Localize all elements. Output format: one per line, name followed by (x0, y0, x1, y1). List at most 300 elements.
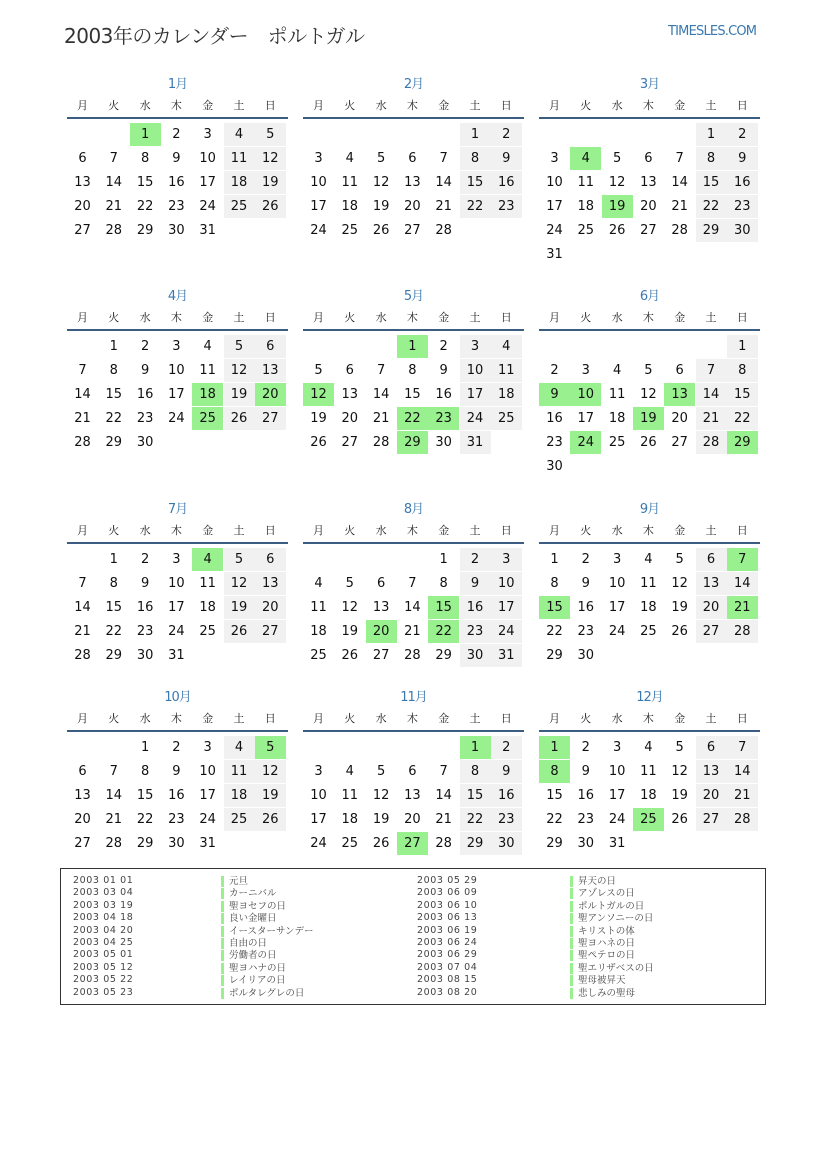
weekday-label: 土 (233, 311, 245, 324)
day-cell: 26 (671, 812, 688, 827)
day-cell: 29 (546, 648, 563, 663)
day-cell: 28 (74, 648, 91, 663)
day-cell: 8 (408, 363, 417, 378)
day-cell: 7 (109, 764, 118, 779)
holiday-day-cell: 25 (192, 407, 223, 430)
day-cell: 3 (203, 740, 212, 755)
day-cell: 13 (255, 572, 286, 595)
day-cell: 30 (168, 223, 185, 238)
day-cell: 19 (255, 784, 286, 807)
header-divider (67, 542, 288, 544)
weekday-label: 月 (549, 524, 560, 537)
day-cell: 16 (491, 784, 522, 807)
header-divider (539, 329, 760, 331)
day-cell: 16 (727, 171, 758, 194)
day-cell: 25 (491, 407, 522, 430)
weekday-label: 土 (469, 712, 481, 725)
holiday-date: 2003 08 20 (417, 986, 478, 998)
day-cell: 27 (696, 620, 727, 643)
header-divider (539, 542, 760, 544)
day-cell: 30 (136, 648, 154, 663)
day-cell: 7 (727, 736, 758, 759)
day-cell: 12 (372, 175, 390, 190)
day-cell: 30 (491, 832, 522, 855)
day-cell: 13 (341, 387, 359, 402)
day-cell: 7 (408, 576, 417, 591)
day-cell: 20 (341, 411, 359, 426)
day-cell: 17 (310, 199, 327, 214)
weekday-label: 金 (674, 524, 686, 537)
weekday-label: 土 (705, 712, 717, 725)
month-name: 4月 (167, 289, 188, 304)
day-cell: 16 (136, 387, 154, 402)
weekday-label: 火 (580, 311, 592, 324)
holiday-row (417, 962, 747, 975)
day-cell: 31 (546, 247, 563, 262)
holiday-date: 2003 05 29 (417, 875, 478, 886)
header-divider (303, 329, 524, 331)
day-cell: 7 (439, 764, 448, 779)
day-cell: 24 (546, 223, 563, 238)
day-cell: 14 (74, 600, 91, 615)
day-cell: 22 (546, 812, 563, 827)
header-divider (303, 542, 524, 544)
holiday-date: 2003 06 19 (417, 924, 478, 936)
day-cell: 19 (671, 788, 688, 803)
day-cell: 31 (491, 644, 522, 667)
day-cell: 25 (224, 195, 255, 218)
day-cell: 28 (372, 435, 390, 450)
holiday-day-cell: 10 (570, 383, 601, 406)
day-cell: 17 (168, 387, 185, 402)
weekday-label: 木 (406, 712, 418, 725)
day-cell: 12 (255, 760, 286, 783)
holiday-date: 2003 05 12 (73, 961, 134, 973)
day-cell: 19 (224, 383, 255, 406)
day-cell: 18 (491, 383, 522, 406)
day-cell: 14 (105, 175, 123, 190)
day-cell: 27 (372, 648, 390, 663)
month-5 (303, 285, 524, 485)
brand-link[interactable]: TIMESLES.COM (668, 24, 757, 39)
month-10 (67, 686, 288, 886)
day-cell: 21 (74, 411, 91, 426)
holiday-day-cell: 19 (633, 407, 664, 430)
day-cell: 9 (172, 764, 181, 779)
day-cell: 28 (727, 808, 758, 831)
day-cell: 5 (612, 151, 622, 166)
day-cell: 26 (640, 435, 657, 450)
holiday-day-cell: 22 (428, 620, 459, 643)
weekday-label: 木 (642, 712, 654, 725)
weekday-label: 日 (736, 712, 748, 725)
day-cell: 1 (550, 552, 559, 567)
day-cell: 13 (74, 175, 91, 190)
day-cell: 19 (341, 624, 359, 639)
holiday-date: 2003 06 09 (417, 887, 478, 899)
holiday-day-cell: 25 (633, 808, 664, 831)
day-cell: 10 (460, 359, 491, 382)
day-cell: 1 (140, 740, 150, 755)
day-cell: 8 (140, 151, 150, 166)
day-cell: 1 (460, 123, 491, 146)
day-cell: 17 (577, 411, 595, 426)
day-cell: 8 (460, 760, 491, 783)
day-cell: 21 (435, 812, 452, 827)
day-cell: 11 (341, 788, 359, 803)
weekday-label: 日 (500, 99, 512, 112)
day-cell: 4 (314, 576, 323, 591)
holiday-name: 聖ヨハネの日 (570, 938, 635, 949)
day-cell: 19 (671, 600, 688, 615)
day-cell: 13 (255, 359, 286, 382)
holiday-name: イースターサンデー (221, 926, 314, 937)
day-cell: 5 (376, 151, 386, 166)
day-cell: 6 (78, 764, 87, 779)
day-cell: 3 (203, 127, 212, 142)
day-cell: 15 (460, 171, 491, 194)
month-6 (539, 285, 760, 485)
day-cell: 8 (439, 576, 448, 591)
day-cell: 4 (345, 764, 354, 779)
day-cell: 8 (109, 363, 118, 378)
weekday-label: 水 (139, 99, 151, 112)
day-cell: 30 (136, 435, 154, 450)
day-cell: 14 (727, 572, 758, 595)
day-cell: 28 (435, 223, 452, 238)
holiday-day-cell: 20 (255, 383, 286, 406)
day-cell: 10 (168, 576, 185, 591)
day-cell: 4 (224, 123, 255, 146)
month-11 (303, 686, 524, 886)
holiday-name: レイリアの日 (221, 975, 286, 986)
day-cell: 2 (460, 548, 491, 571)
month-name: 9月 (639, 502, 660, 517)
weekday-label: 火 (344, 524, 356, 537)
day-cell: 10 (310, 788, 327, 803)
day-cell: 2 (491, 123, 522, 146)
day-cell: 18 (640, 788, 657, 803)
day-cell: 11 (640, 576, 657, 591)
day-cell: 7 (78, 363, 87, 378)
day-cell: 27 (640, 223, 657, 238)
day-cell: 1 (109, 552, 118, 567)
day-cell: 11 (608, 387, 626, 402)
day-cell: 25 (341, 836, 359, 851)
day-cell: 16 (136, 600, 154, 615)
day-cell: 30 (577, 648, 595, 663)
day-cell: 19 (310, 411, 327, 426)
day-cell: 22 (136, 199, 154, 214)
day-cell: 23 (136, 624, 154, 639)
day-cell: 6 (408, 764, 417, 779)
holiday-day-cell: 5 (255, 736, 286, 759)
day-cell: 9 (581, 764, 590, 779)
holiday-row (73, 925, 403, 938)
holiday-day-cell: 27 (397, 832, 428, 855)
holiday-name: 聖ヨハナの日 (221, 963, 286, 974)
month-8 (303, 498, 524, 698)
weekday-label: 月 (313, 712, 324, 725)
holiday-name: カーニバル (221, 888, 277, 899)
day-cell: 3 (612, 740, 622, 755)
day-cell: 23 (727, 195, 758, 218)
weekday-label: 月 (549, 712, 560, 725)
day-cell: 15 (105, 387, 123, 402)
day-cell: 7 (696, 359, 727, 382)
month-name: 11月 (400, 690, 427, 705)
day-cell: 16 (168, 175, 185, 190)
day-cell: 28 (435, 836, 452, 851)
holiday-row (73, 987, 403, 1000)
weekday-label: 日 (264, 99, 276, 112)
weekday-label: 日 (500, 712, 512, 725)
weekday-label: 月 (77, 311, 88, 324)
day-cell: 17 (199, 788, 216, 803)
day-cell: 12 (372, 788, 390, 803)
holiday-row (417, 974, 747, 987)
day-cell: 25 (310, 648, 327, 663)
holiday-name: 聖母被昇天 (570, 975, 626, 986)
holiday-name: 良い金曜日 (221, 913, 277, 924)
month-name: 1月 (167, 77, 188, 92)
header-divider (303, 117, 524, 119)
day-cell: 21 (671, 199, 688, 214)
day-cell: 2 (727, 123, 758, 146)
month-name: 12月 (636, 690, 663, 705)
weekday-label: 土 (469, 311, 481, 324)
day-cell: 21 (404, 624, 421, 639)
holiday-name: アゾレスの日 (570, 888, 635, 899)
day-cell: 16 (435, 387, 452, 402)
holiday-day-cell: 9 (539, 383, 570, 406)
day-cell: 10 (168, 363, 185, 378)
day-cell: 30 (577, 836, 595, 851)
holiday-row (73, 974, 403, 987)
day-cell: 2 (581, 740, 590, 755)
weekday-label: 木 (406, 99, 418, 112)
day-cell: 14 (727, 760, 758, 783)
day-cell: 24 (491, 620, 522, 643)
day-cell: 2 (172, 740, 181, 755)
weekday-label: 水 (139, 311, 151, 324)
day-cell: 20 (696, 784, 727, 807)
day-cell: 11 (199, 576, 216, 591)
day-cell: 3 (460, 335, 491, 358)
day-cell: 2 (439, 339, 448, 354)
weekday-label: 水 (139, 524, 151, 537)
holiday-date: 2003 04 20 (73, 924, 134, 936)
holiday-name: 聖ペテロの日 (570, 950, 635, 961)
day-cell: 29 (460, 832, 491, 855)
holiday-date: 2003 04 25 (73, 937, 134, 948)
day-cell: 27 (74, 223, 91, 238)
day-cell: 22 (460, 808, 491, 831)
day-cell: 15 (404, 387, 421, 402)
day-cell: 18 (224, 784, 255, 807)
holiday-name: 元旦 (221, 876, 248, 887)
day-cell: 18 (341, 199, 359, 214)
day-cell: 17 (168, 600, 185, 615)
day-cell: 23 (136, 411, 154, 426)
day-cell: 8 (140, 764, 150, 779)
day-cell: 11 (491, 359, 522, 382)
holiday-day-cell: 20 (366, 620, 397, 643)
month-4 (67, 285, 288, 485)
month-12 (539, 686, 760, 886)
weekday-label: 火 (344, 712, 356, 725)
weekday-label: 金 (202, 712, 214, 725)
day-cell: 20 (74, 199, 91, 214)
day-cell: 24 (460, 407, 491, 430)
page-title: 2003年のカレンダー ポルトガル (64, 24, 365, 48)
weekday-label: 日 (736, 99, 748, 112)
day-cell: 13 (372, 600, 390, 615)
weekday-label: 土 (705, 99, 717, 112)
weekday-label: 金 (674, 712, 686, 725)
weekday-label: 月 (549, 99, 560, 112)
day-cell: 7 (109, 151, 118, 166)
day-cell: 31 (168, 648, 185, 663)
day-cell: 4 (224, 736, 255, 759)
day-cell: 23 (577, 624, 595, 639)
holiday-row (417, 937, 747, 950)
day-cell: 23 (168, 199, 185, 214)
weekday-label: 土 (705, 524, 717, 537)
holiday-name: キリストの体 (570, 926, 635, 937)
day-cell: 8 (550, 576, 559, 591)
weekday-label: 金 (438, 311, 450, 324)
holiday-date: 2003 05 22 (73, 974, 134, 986)
month-2 (303, 73, 524, 273)
day-cell: 24 (199, 199, 216, 214)
day-cell: 22 (460, 195, 491, 218)
holiday-name: ポルタレグレの日 (221, 988, 304, 999)
weekday-label: 金 (202, 524, 214, 537)
day-cell: 6 (696, 548, 727, 571)
weekday-label: 水 (375, 524, 387, 537)
day-cell: 20 (671, 411, 688, 426)
holiday-day-cell: 22 (397, 407, 428, 430)
day-cell: 23 (491, 195, 522, 218)
day-cell: 26 (310, 435, 327, 450)
day-cell: 29 (105, 435, 123, 450)
day-cell: 31 (460, 431, 491, 454)
day-cell: 15 (105, 600, 123, 615)
day-cell: 11 (224, 147, 255, 170)
day-cell: 12 (255, 147, 286, 170)
day-cell: 9 (491, 760, 522, 783)
day-cell: 6 (644, 151, 653, 166)
day-cell: 25 (640, 624, 657, 639)
month-name: 8月 (403, 502, 424, 517)
weekday-label: 月 (549, 311, 560, 324)
holiday-list (60, 868, 766, 1005)
holiday-row (73, 912, 403, 925)
day-cell: 13 (74, 788, 91, 803)
day-cell: 25 (199, 624, 216, 639)
day-cell: 5 (224, 548, 255, 571)
day-cell: 2 (172, 127, 181, 142)
weekday-label: 月 (77, 524, 88, 537)
day-cell: 2 (491, 736, 522, 759)
holiday-date: 2003 03 19 (73, 899, 134, 911)
day-cell: 23 (491, 808, 522, 831)
day-cell: 15 (546, 788, 563, 803)
weekday-label: 土 (469, 524, 481, 537)
day-cell: 22 (546, 624, 563, 639)
weekday-label: 金 (202, 311, 214, 324)
day-cell: 28 (727, 620, 758, 643)
day-cell: 10 (546, 175, 563, 190)
holiday-day-cell: 23 (428, 407, 459, 430)
day-cell: 12 (224, 572, 255, 595)
holiday-row (417, 887, 747, 900)
day-cell: 26 (372, 836, 390, 851)
day-cell: 21 (105, 812, 123, 827)
weekday-label: 木 (170, 99, 182, 112)
day-cell: 20 (74, 812, 91, 827)
day-cell: 22 (105, 411, 123, 426)
day-cell: 14 (435, 175, 452, 190)
day-cell: 19 (224, 596, 255, 619)
header-divider (303, 730, 524, 732)
day-cell: 24 (168, 411, 185, 426)
month-name: 5月 (403, 289, 424, 304)
weekday-label: 日 (264, 524, 276, 537)
day-cell: 9 (581, 576, 590, 591)
day-cell: 26 (224, 620, 255, 643)
day-cell: 14 (696, 383, 727, 406)
day-cell: 27 (74, 836, 91, 851)
day-cell: 18 (224, 171, 255, 194)
day-cell: 16 (168, 788, 185, 803)
day-cell: 5 (314, 363, 323, 378)
day-cell: 31 (608, 836, 626, 851)
day-cell: 12 (671, 764, 688, 779)
month-name: 7月 (167, 502, 188, 517)
day-cell: 20 (640, 199, 657, 214)
day-cell: 22 (727, 407, 758, 430)
day-cell: 26 (255, 195, 286, 218)
holiday-date: 2003 06 29 (417, 949, 478, 961)
day-cell: 13 (404, 788, 421, 803)
day-cell: 9 (439, 363, 448, 378)
day-cell: 9 (491, 147, 522, 170)
day-cell: 7 (439, 151, 448, 166)
day-cell: 23 (577, 812, 595, 827)
day-cell: 19 (372, 199, 390, 214)
day-cell: 30 (727, 219, 758, 242)
holiday-row (417, 900, 747, 913)
weekday-label: 火 (344, 311, 356, 324)
day-cell: 27 (341, 435, 359, 450)
weekday-label: 日 (736, 311, 748, 324)
day-cell: 14 (671, 175, 688, 190)
day-cell: 10 (491, 572, 522, 595)
day-cell: 28 (105, 836, 123, 851)
day-cell: 11 (640, 764, 657, 779)
day-cell: 5 (675, 740, 684, 755)
holiday-date: 2003 06 24 (417, 937, 478, 948)
holiday-name: 聖ヨセフの日 (221, 901, 286, 912)
weekday-label: 木 (642, 99, 654, 112)
day-cell: 8 (460, 147, 491, 170)
weekday-label: 水 (139, 712, 151, 725)
day-cell: 10 (608, 764, 626, 779)
day-cell: 21 (105, 199, 123, 214)
holiday-name: 自由の日 (221, 938, 267, 949)
